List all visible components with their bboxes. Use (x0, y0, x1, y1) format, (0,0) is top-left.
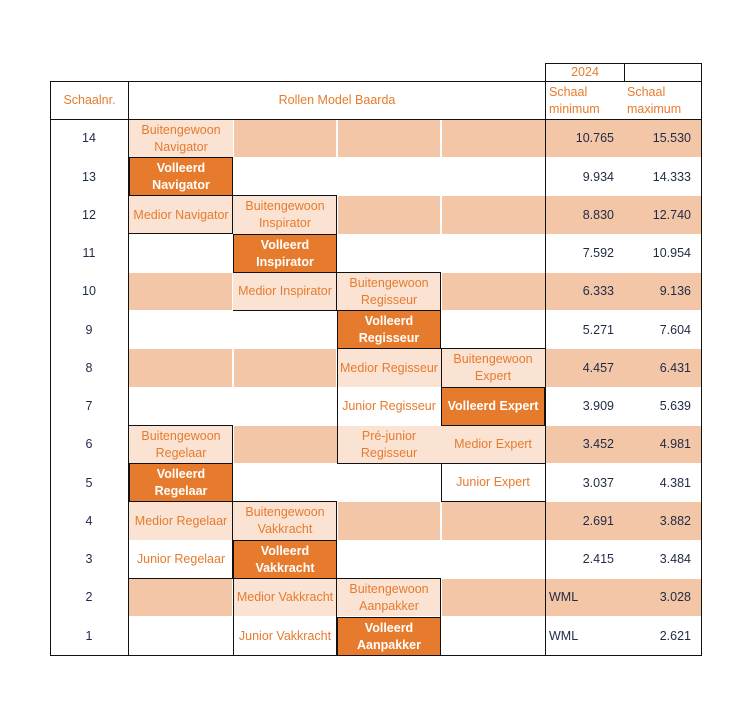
scale-min: 4.457 (582, 360, 614, 375)
role-cell-buitengewoon-inspirator: Buitengewoon Inspirator (233, 196, 337, 234)
scale-max: 14.333 (652, 169, 691, 184)
role-cell-buitengewoon-vakkracht: Buitengewoon Vakkracht (233, 502, 337, 540)
role-cell-buitengewoon-regelaar: Buitengewoon Regelaar (129, 426, 233, 463)
scale-nr: 5 (85, 475, 93, 490)
scale-min: 9.934 (582, 169, 614, 184)
role-cell-volleerd-regelaar: Volleerd Regelaar (129, 463, 233, 502)
role-cell-medior-expert: Medior Expert (441, 426, 545, 463)
scale-nr: 2 (85, 590, 93, 604)
scale-min: 8.830 (582, 207, 614, 222)
scale-nr: 8 (85, 360, 93, 375)
scale-min: WML (549, 628, 579, 643)
scale-min-header: Schaal minimum (549, 84, 600, 116)
role-cell-buitengewoon-expert: Buitengewoon Expert (441, 349, 545, 387)
role-cell-buitengewoon-aanpakker: Buitengewoon Aanpakker (337, 579, 441, 616)
role-cell-buitengewoon-navigator: Buitengewoon Navigator (129, 120, 233, 157)
role-cell-medior-regisseur: Medior Regisseur (337, 349, 441, 387)
scale-max: 3.028 (659, 590, 691, 604)
scale-max: 3.882 (659, 513, 691, 528)
role-cell-junior-regelaar: Junior Regelaar (129, 540, 233, 579)
scale-max: 2.621 (659, 628, 691, 643)
scale-max: 4.981 (659, 437, 691, 451)
scale-nr: 10 (82, 284, 96, 298)
role-model-header: Rollen Model Baarda (278, 93, 396, 107)
scale-max-header: Schaal maximum (627, 84, 682, 116)
role-cell-junior-regisseur: Junior Regisseur (337, 387, 441, 425)
role-cell-volleerd-navigator: Volleerd Navigator (129, 157, 233, 196)
scale-min: 2.691 (582, 513, 614, 528)
scale-nr: 4 (85, 513, 93, 528)
role-cell-medior-vakkracht: Medior Vakkracht (233, 579, 337, 616)
scale-min: 3.452 (582, 437, 614, 451)
scale-max: 12.740 (652, 207, 691, 222)
scale-nr: 9 (85, 322, 93, 337)
scale-max: 3.484 (659, 551, 691, 566)
scale-min: 5.271 (582, 322, 614, 337)
scale-nr: 13 (82, 169, 96, 184)
role-cell-prejunior-regisseur: Pré-junior Regisseur (337, 426, 441, 463)
scale-max: 15.530 (652, 131, 691, 145)
scale-max: 4.381 (659, 475, 691, 490)
scale-nr-header: Schaalnr. (63, 93, 116, 107)
scale-max: 7.604 (659, 322, 691, 337)
scale-min: WML (549, 590, 579, 604)
scale-nr: 6 (85, 437, 93, 451)
role-cell-junior-vakkracht: Junior Vakkracht (233, 617, 337, 655)
scale-max: 5.639 (659, 398, 691, 413)
scale-max: 10.954 (652, 245, 691, 260)
role-cell-volleerd-regisseur: Volleerd Regisseur (337, 310, 441, 349)
role-cell-medior-regelaar: Medior Regelaar (129, 502, 233, 540)
scale-nr: 14 (82, 131, 96, 145)
role-cell-medior-inspirator: Medior Inspirator (233, 273, 337, 310)
role-cell-medior-navigator: Medior Navigator (129, 196, 233, 234)
scale-nr: 11 (82, 245, 96, 260)
scale-min: 10.765 (575, 131, 614, 145)
scale-nr: 7 (85, 398, 93, 413)
scale-nr: 3 (85, 551, 93, 566)
year-label: 2024 (571, 64, 599, 79)
role-cell-junior-expert: Junior Expert (456, 475, 530, 489)
scale-min: 3.909 (582, 398, 614, 413)
scale-min: 6.333 (582, 284, 614, 298)
scale-nr: 12 (82, 207, 96, 222)
scale-max: 9.136 (659, 284, 691, 298)
role-cell-volleerd-vakkracht: Volleerd Vakkracht (233, 540, 337, 579)
role-cell-volleerd-inspirator: Volleerd Inspirator (233, 234, 337, 273)
role-cell-volleerd-aanpakker: Volleerd Aanpakker (337, 617, 441, 656)
scale-min: 7.592 (582, 245, 614, 260)
scale-min: 3.037 (582, 475, 614, 490)
scale-nr: 1 (85, 628, 93, 643)
role-cell-volleerd-expert: Volleerd Expert (441, 387, 545, 426)
scale-min: 2.415 (582, 551, 614, 566)
role-cell-buitengewoon-regisseur: Buitengewoon Regisseur (337, 273, 441, 310)
scale-max: 6.431 (659, 360, 691, 375)
